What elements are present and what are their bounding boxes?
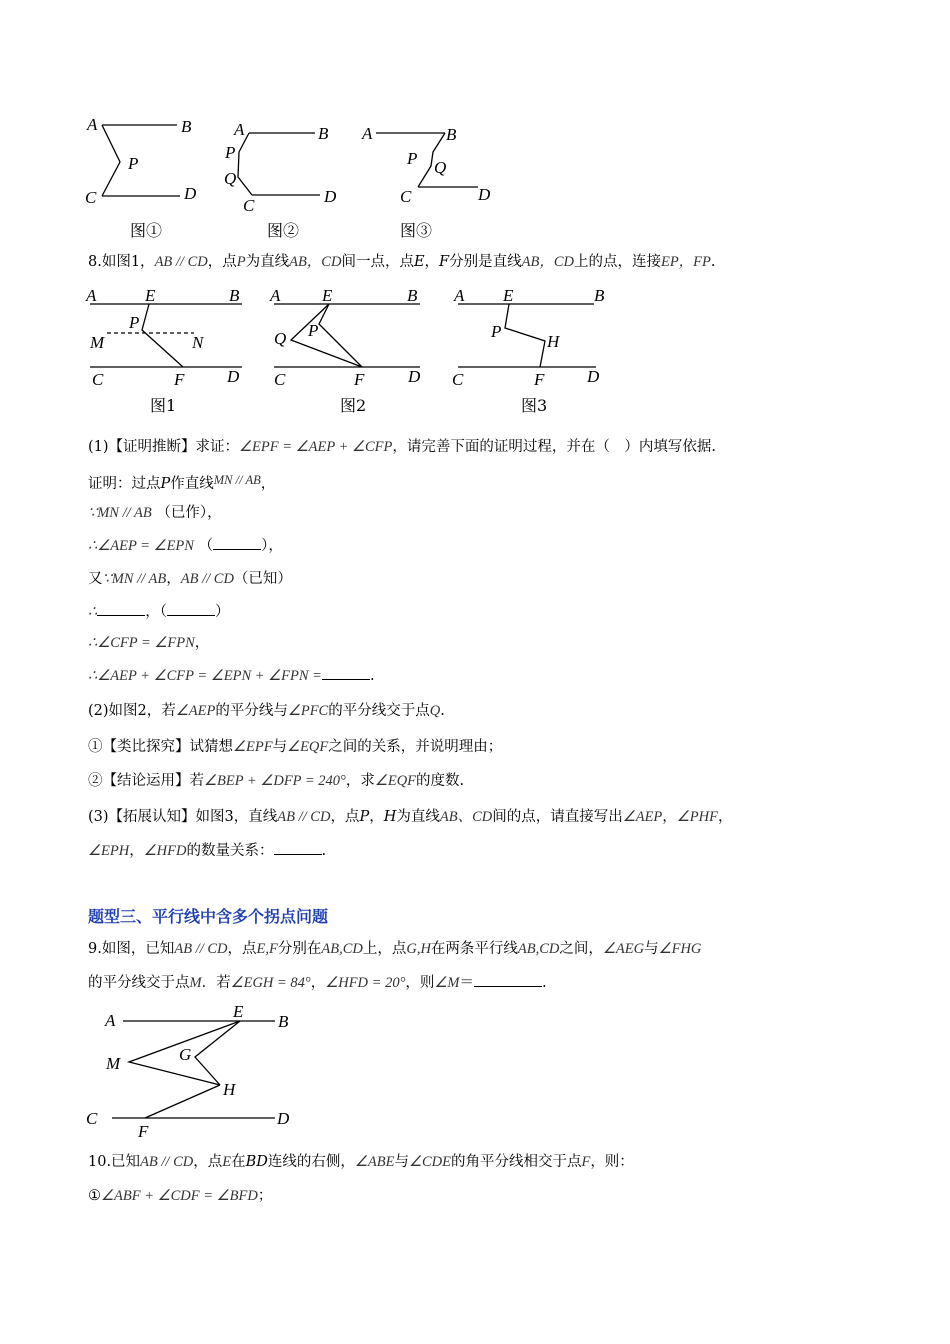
label-h: H [547,332,560,351]
text: （ [198,538,214,554]
text: 上的点，连接 [573,254,661,270]
label-m: M [106,1054,121,1073]
math: ∠AEG [602,941,645,957]
text: 作直线 [170,476,214,492]
polyline-eqf [291,304,362,367]
math: M [189,975,202,991]
math: ∠BEP + ∠DFP = 240° [204,773,346,789]
label-a: A [234,120,245,139]
math: ∵MN // AB [88,505,152,521]
math: Q [429,703,441,719]
text: ，点 [207,254,237,270]
math: ∠HFD [143,843,187,859]
math: ∠CDE [408,1154,451,1170]
label-a: A [270,286,281,305]
text: 分别是直线 [449,254,522,270]
caption-fig2: 图② [267,221,300,240]
math: P [236,254,246,270]
label-g: G [179,1045,192,1064]
q10-line-1 [88,1151,634,1173]
label-a: A [86,286,97,305]
text: 之间的关系，并说明理由； [328,739,503,755]
math: ∴ [88,604,98,620]
text: ＝ [459,975,474,991]
text: ，则： [590,1154,634,1170]
q9-line-1 [88,938,701,960]
label-q: Q [224,169,237,188]
q8-part2-b [88,770,464,792]
text: ，则 [405,975,435,991]
text: ； [257,1188,273,1204]
math: AB // CD [180,571,234,587]
label-p: P [129,313,140,332]
figure-2-top [220,110,360,245]
label-p: P [308,321,319,340]
math: ∠ABE [354,1154,395,1170]
text: 与 [272,739,288,755]
math: AB,CD [321,941,363,957]
math: ∠M [434,975,460,991]
label-c: C [85,188,97,207]
label-b: B [407,286,418,305]
label-d: D [408,367,421,386]
q8-part3 [88,806,732,828]
label-b: B [318,124,329,143]
label-c: C [92,370,104,389]
math: G,H [406,941,431,957]
q10-line-2 [88,1185,272,1207]
text: 分别在 [277,941,322,957]
text: ②【结论运用】若 [88,773,204,789]
answer-blank[interactable] [322,665,370,680]
text: 的数量关系： [186,843,274,859]
label-e: E [233,1002,244,1021]
label-q: Q [434,158,447,177]
polyline-ephf [505,304,545,367]
math: AB,CD [517,941,560,957]
text: ） [214,604,230,620]
section-title: 题型三、平行线中含多个拐点问题 [88,907,329,926]
text: （已知） [233,571,292,587]
text: P [160,476,171,492]
math: AB，CD [289,254,342,270]
label-d: D [324,187,337,206]
label-c: C [243,196,255,215]
label-c: C [452,370,464,389]
answer-blank[interactable] [97,601,145,616]
text: 与 [394,1154,409,1170]
label-e: E [503,286,514,305]
text: ， [260,476,276,492]
label-c: C [274,370,286,389]
text: 连线的右侧， [267,1154,355,1170]
text: . [440,703,445,719]
text: 为直线 [396,809,440,825]
q8-part1 [88,436,716,458]
text: 10.已知 [88,1154,141,1170]
math: ∵MN // AB [102,571,167,587]
text: ， [166,571,181,587]
label-b: B [181,117,192,136]
text: ① [88,1188,101,1204]
label-p: P [225,143,236,162]
figure-3-top [355,110,505,245]
text: H [383,809,397,825]
text: . [541,975,547,991]
text: 的平分线交于点 [328,703,430,719]
segment-hf [145,1085,220,1118]
text: ，求 [345,773,375,789]
text: ，请完善下面的证明过程，并在（ ）内填写依据. [392,439,716,455]
caption-fig3: 图③ [400,221,433,240]
math: E [222,1154,232,1170]
text: 为直线 [245,254,290,270]
text: ， [424,254,440,270]
text: . [369,668,375,684]
math: E,F [256,941,278,957]
label-f: F [354,370,365,389]
label-q: Q [274,329,287,348]
caption-q8-fig2: 图2 [340,396,367,415]
q9-figure [86,1000,310,1150]
math: ∠HFD = 20° [325,975,406,991]
q8-figure-1 [82,282,257,417]
label-b: B [594,286,605,305]
math: ∴∠CFP = ∠FPN [88,635,195,651]
text: ，点 [193,1154,223,1170]
text: . [321,843,327,859]
math: ∠PFC [287,703,329,719]
text: BD [245,1154,268,1170]
math: ∠FHG [658,941,702,957]
text: (1)【证明推断】求证： [88,439,240,455]
label-p: P [128,154,139,173]
label-a: A [105,1011,116,1030]
label-f: F [534,370,545,389]
text: ）， [261,538,283,554]
q8-part2 [88,700,445,722]
text: 的平分线交于点 [88,975,190,991]
text: ，点 [330,809,360,825]
math: ∴∠AEP + ∠CFP = ∠EPN + ∠FPN = [88,668,322,684]
math: EP，FP [660,254,711,270]
text: 之间， [559,941,603,957]
answer-blank[interactable] [274,840,322,855]
label-p: P [407,149,418,168]
q8-figure-2 [262,282,437,417]
q8-stem [88,251,716,273]
answer-blank[interactable] [474,972,542,987]
text: ， [662,809,677,825]
math: ∠PHF [676,809,718,825]
text: (2)如图2，若 [88,703,176,719]
text: . [710,254,716,270]
math: AB // CD [174,941,228,957]
q9-line-2 [88,972,547,994]
caption-q8-fig1: 图1 [150,396,177,415]
proof-line-4 [88,568,292,590]
math: ∠EQF [287,739,329,755]
text: 间的点，请直接写出 [492,809,623,825]
math: ∠AEP [622,809,663,825]
math: AB、CD [439,809,493,825]
caption-q8-fig3: 图3 [521,396,548,415]
text: (3)【拓展认知】如图3，直线 [88,809,278,825]
proof-line-5 [88,601,229,623]
label-f: F [174,370,185,389]
text: 8.如图1， [88,254,155,270]
math: AB // CD [277,809,331,825]
label-h: H [223,1080,236,1099]
text: 在两条平行线 [430,941,518,957]
proof-line-3 [88,535,283,557]
math: AB // CD [154,254,208,270]
math: AB // CD [140,1154,194,1170]
label-n: N [192,333,204,352]
polyline-apqc [238,133,252,195]
text: ，点 [227,941,257,957]
proof-line-6 [88,632,209,654]
text: ， [194,635,210,651]
math: ∠EPF [233,739,273,755]
proof-line-1 [88,469,275,495]
figure-1-top [80,110,230,245]
math: AB，CD [521,254,574,270]
text: 的度数. [416,773,465,789]
text: ，（ [145,604,167,620]
text: ①【类比探究】试猜想 [88,739,233,755]
text: ， [310,975,326,991]
math: MN // AB [213,473,261,487]
text: （已作）， [156,505,222,521]
text: ， [129,843,144,859]
label-a: A [87,115,98,134]
math: ∠EPF = ∠AEP + ∠CFP [239,439,393,455]
caption-fig1: 图① [130,221,163,240]
text: 又 [88,571,103,587]
label-b: B [278,1012,289,1031]
text: 证明：过点 [88,476,161,492]
label-b: B [229,286,240,305]
q8-figure-3 [446,282,621,417]
label-d: D [277,1109,290,1128]
text: ， [717,809,733,825]
label-d: D [184,184,197,203]
text: 的角平分线相交于点 [450,1154,582,1170]
math: ∠EPH [88,843,130,859]
label-a: A [454,286,465,305]
label-m: M [90,333,105,352]
label-c: C [86,1109,98,1128]
polyline-apc [102,125,120,196]
q8-part3-b [88,840,326,862]
text: E [413,254,425,270]
label-a: A [362,124,373,143]
proof-line-2 [88,502,222,524]
label-p: P [491,322,502,341]
label-d: D [478,185,491,204]
label-b: B [446,125,457,144]
math: ∠EGH = 84° [230,975,311,991]
math: ∠EQF [374,773,417,789]
label-e: E [145,286,156,305]
text: ， [369,809,384,825]
proof-line-7 [88,665,375,687]
label-e: E [322,286,333,305]
q8-part2-a [88,736,502,758]
math: ∠AEP [175,703,216,719]
label-f: F [138,1122,149,1141]
text: 的平分线与 [215,703,288,719]
math: F [581,1154,591,1170]
text: 与 [644,941,659,957]
answer-blank[interactable] [213,535,261,550]
text: 9.如图，已知 [88,941,175,957]
text: ．若 [201,975,231,991]
polyline-egh [195,1021,240,1085]
text: P [359,809,370,825]
polyline-epf [142,304,183,367]
text: 上，点 [362,941,407,957]
label-d: D [227,367,240,386]
math: ∴∠AEP = ∠EPN [88,538,194,554]
label-c: C [400,187,412,206]
answer-blank[interactable] [167,601,215,616]
polyline-epf [319,304,362,367]
math: ∠ABF + ∠CDF = ∠BFD [101,1188,258,1204]
label-d: D [587,367,600,386]
text: 间一点，点 [341,254,414,270]
text: F [439,254,450,270]
text: 在 [231,1154,246,1170]
